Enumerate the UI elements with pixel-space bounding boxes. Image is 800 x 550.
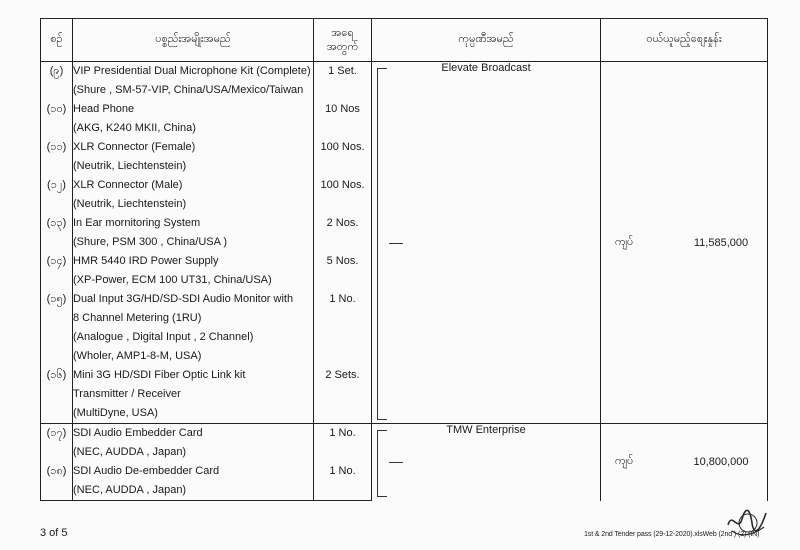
item-number: (၁၅) (46, 293, 67, 305)
item-number-cell (41, 176, 73, 214)
item-number: (၁၄) (46, 255, 67, 267)
quantity-value: 2 Sets. (325, 369, 360, 381)
item-number: (၁၆) (46, 369, 67, 381)
tender-table (40, 18, 768, 501)
currency-label: ကျပ် (615, 455, 634, 468)
item-number-cell (41, 214, 73, 252)
item-number: (၁၇) (46, 427, 67, 439)
header-item: ပစ္စည်းအမျိုးအမည် (73, 19, 314, 62)
table-row (41, 424, 768, 463)
quantity-value: 1 No. (329, 293, 356, 305)
item-number: (၁၃) (46, 217, 67, 229)
currency-label: ကျပ် (615, 235, 634, 248)
item-number-cell (41, 100, 73, 138)
item-line: Dual Input 3G/HD/SD-SDI Audio Monitor with (73, 293, 294, 305)
item-line: (Analogue , Digital Input , 2 Channel) (73, 331, 254, 343)
quantity-cell (314, 176, 372, 214)
amount-value: 10,800,000 (693, 456, 749, 469)
quantity-value: 10 Nos (325, 103, 360, 115)
item-line: In Ear mornitoring System (73, 217, 201, 229)
header-price: ဝယ်ယူမည့်စျေးနှုန်း (601, 19, 768, 62)
item-line: (Shure , SM-57-VIP, China/USA/Mexico/Taiwan (73, 84, 304, 96)
item-number-cell (41, 138, 73, 176)
item-line: VIP Presidential Dual Microphone Kit (Complete) (73, 65, 311, 77)
item-line: XLR Connector (Male) (73, 179, 183, 191)
header-no: စဉ် (41, 19, 73, 62)
item-line: (AKG, K240 MKII, China) (73, 122, 196, 134)
item-line: HMR 5440 IRD Power Supply (73, 255, 219, 267)
item-description-cell (73, 176, 314, 214)
quantity-value: 1 Set. (328, 65, 357, 77)
item-description-cell (73, 252, 314, 290)
header-qty-line-2: အတွက် (326, 41, 359, 53)
item-number-cell (41, 62, 73, 101)
page-number: 3 of 5 (40, 527, 68, 539)
price-cell (601, 424, 768, 501)
item-line: (Wholer, AMP1-8-M, USA) (73, 350, 202, 362)
item-line: (Neutrik, Liechtenstein) (73, 160, 187, 172)
quantity-cell (314, 290, 372, 366)
item-number: (၁၂) (47, 179, 66, 191)
quantity-value: 100 Nos. (320, 179, 365, 191)
group-bracket-tick (389, 462, 403, 463)
item-line: (MultiDyne, USA) (73, 407, 158, 419)
company-name: Elevate Broadcast (441, 62, 531, 74)
item-number: (၁၀) (46, 103, 67, 115)
item-line: (Shure, PSM 300 , China/USA ) (73, 236, 228, 248)
quantity-cell (314, 214, 372, 252)
quantity-value: 100 Nos. (320, 141, 365, 153)
item-line: (Neutrik, Liechtenstein) (73, 198, 187, 210)
item-line: XLR Connector (Female) (73, 141, 196, 153)
item-description-cell (73, 366, 314, 424)
item-number-cell (41, 366, 73, 424)
group-bracket (377, 68, 387, 420)
item-description-cell (73, 290, 314, 366)
amount-value: 11,585,000 (693, 236, 749, 249)
quantity-value: 1 No. (329, 465, 356, 477)
item-line: (NEC, AUDDA , Japan) (73, 446, 187, 458)
header-company: ကုမ္ပဏီအမည် (372, 19, 601, 62)
group-bracket-tick (389, 243, 403, 244)
file-name: 1st & 2nd Tender pass (29-12-2020).xlsWeb (2nd ) (2) (IN) (584, 531, 760, 538)
company-name: TMW Enterprise (446, 424, 526, 436)
item-number-cell (41, 290, 73, 366)
company-cell (372, 424, 601, 501)
item-description-cell (73, 462, 314, 501)
quantity-value: 1 No. (329, 427, 356, 439)
company-cell (372, 62, 601, 424)
item-number: (၉) (49, 65, 64, 77)
item-line: SDI Audio De-embedder Card (73, 465, 220, 477)
quantity-cell (314, 252, 372, 290)
item-line: SDI Audio Embedder Card (73, 427, 203, 439)
group-bracket (377, 430, 387, 497)
item-description-cell (73, 138, 314, 176)
quantity-cell (314, 366, 372, 424)
item-number-cell (41, 252, 73, 290)
item-line: Mini 3G HD/SDI Fiber Optic Link kit (73, 369, 246, 381)
header-qty-line-1: အရေ (331, 27, 354, 39)
item-description-cell (73, 62, 314, 101)
item-description-cell (73, 214, 314, 252)
quantity-value: 2 Nos. (326, 217, 359, 229)
item-number: (၁၈) (46, 465, 67, 477)
item-line: (NEC, AUDDA , Japan) (73, 484, 187, 496)
item-number: (၁၁) (46, 141, 67, 153)
item-number-cell (41, 462, 73, 501)
item-number-cell (41, 424, 73, 463)
quantity-cell (314, 424, 372, 463)
quantity-cell (314, 100, 372, 138)
table-row (41, 62, 768, 101)
signature-mark (722, 503, 770, 539)
item-line: (XP-Power, ECM 100 UT31, China/USA) (73, 274, 272, 286)
item-description-cell (73, 100, 314, 138)
item-line: 8 Channel Metering (1RU) (73, 312, 202, 324)
item-description-cell (73, 424, 314, 463)
item-line: Head Phone (73, 103, 135, 115)
quantity-cell (314, 138, 372, 176)
item-line: Transmitter / Receiver (73, 388, 181, 400)
header-qty (314, 19, 372, 62)
quantity-cell (314, 462, 372, 501)
quantity-cell (314, 62, 372, 101)
price-cell (601, 62, 768, 424)
quantity-value: 5 Nos. (326, 255, 359, 267)
table-header-row (41, 19, 768, 62)
